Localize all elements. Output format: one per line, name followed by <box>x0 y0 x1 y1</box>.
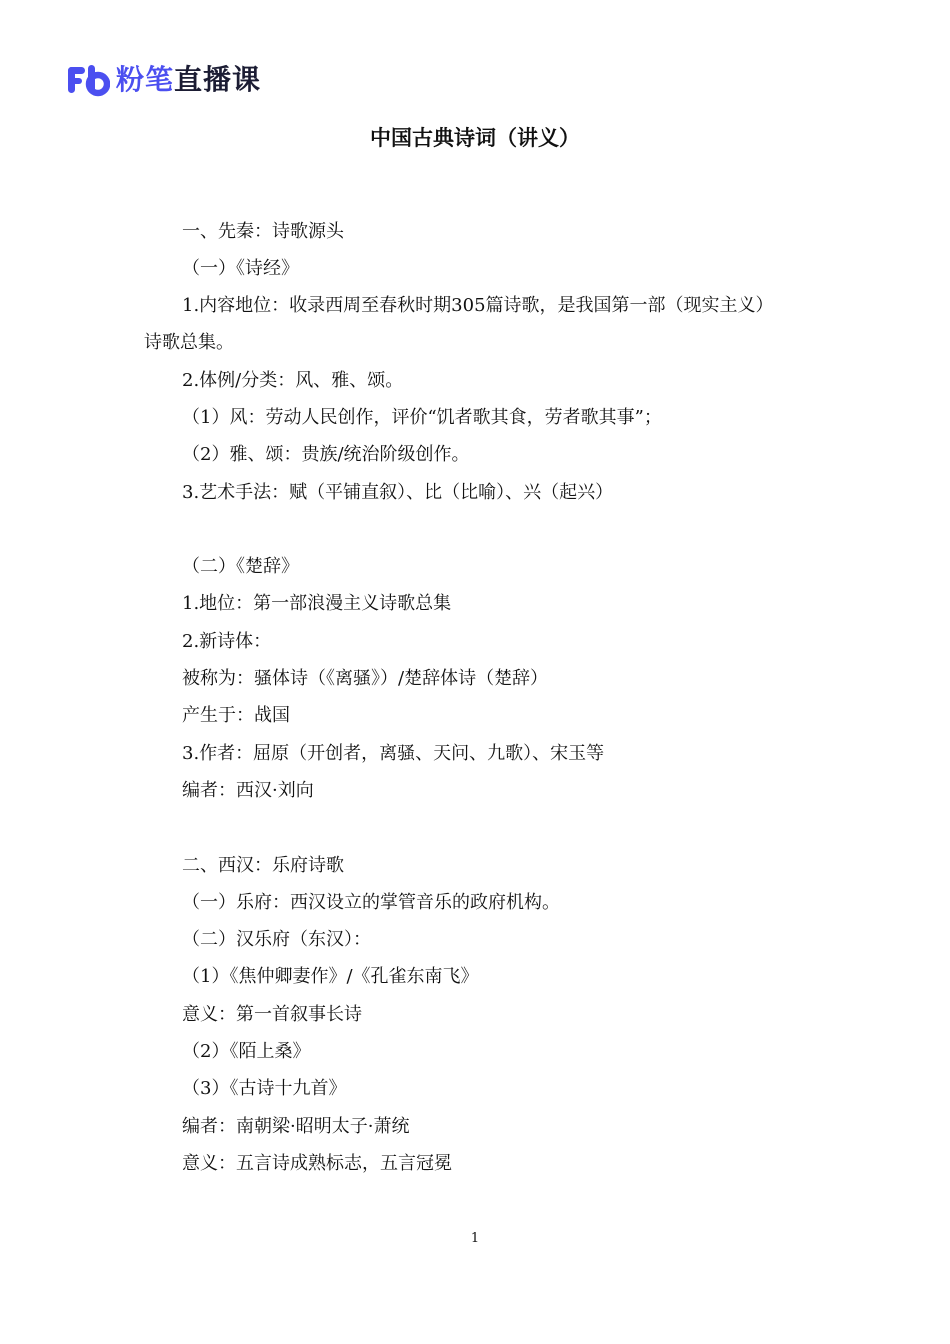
body-line: 被称为：骚体诗（《离骚》）/楚辞体诗（楚辞） <box>182 668 549 689</box>
body-line: （一）乐府：西汉设立的掌管音乐的政府机构。 <box>182 892 560 913</box>
body-line: 3.艺术手法：赋（平铺直叙）、比（比喻）、兴（起兴） <box>182 482 614 503</box>
body-line: 意义：第一首叙事长诗 <box>182 1004 362 1025</box>
document-title: 中国古典诗词（讲义） <box>370 125 580 150</box>
body-line: 2.体例/分类：风、雅、颂。 <box>182 370 404 391</box>
body-line: 1.内容地位：收录西周至春秋时期305篇诗歌，是我国第一部（现实主义） <box>182 295 774 316</box>
body-line: 编者：西汉·刘向 <box>182 780 314 801</box>
body-line: 意义：五言诗成熟标志，五言冠冕 <box>182 1153 452 1174</box>
fb-logo-icon <box>66 63 110 97</box>
body-line: 产生于：战国 <box>182 705 290 726</box>
body-line: （1）风：劳动人民创作，评价“饥者歌其食，劳者歌其事”； <box>182 407 662 428</box>
body-line: （3）《古诗十九首》 <box>182 1078 347 1099</box>
body-line: （2）《陌上桑》 <box>182 1041 311 1062</box>
brand-logo <box>66 63 261 97</box>
body-line: （二）汉乐府（东汉）： <box>182 929 371 950</box>
page-number: 1 <box>470 1231 480 1246</box>
body-line: 编者：南朝梁·昭明太子·萧统 <box>182 1116 410 1137</box>
brand-name-accent: 粉笔 <box>116 63 175 96</box>
section-heading: 二、西汉：乐府诗歌 <box>182 855 344 876</box>
brand-name <box>116 63 261 97</box>
body-line: 诗歌总集。 <box>144 332 234 353</box>
brand-name-rest: 直播课 <box>174 63 262 96</box>
section-heading: 一、先秦：诗歌源头 <box>182 221 344 242</box>
body-line: 2.新诗体： <box>182 631 272 652</box>
subsection-heading: （二）《楚辞》 <box>182 556 299 577</box>
body-line: （1）《焦仲卿妻作》/《孔雀东南飞》 <box>182 966 479 987</box>
subsection-heading: （一）《诗经》 <box>182 258 299 279</box>
body-line: 3.作者：屈原（开创者，离骚、天问、九歌）、宋玉等 <box>182 743 605 764</box>
body-line: （2）雅、颂：贵族/统治阶级创作。 <box>182 444 470 465</box>
body-line: 1.地位：第一部浪漫主义诗歌总集 <box>182 593 452 614</box>
